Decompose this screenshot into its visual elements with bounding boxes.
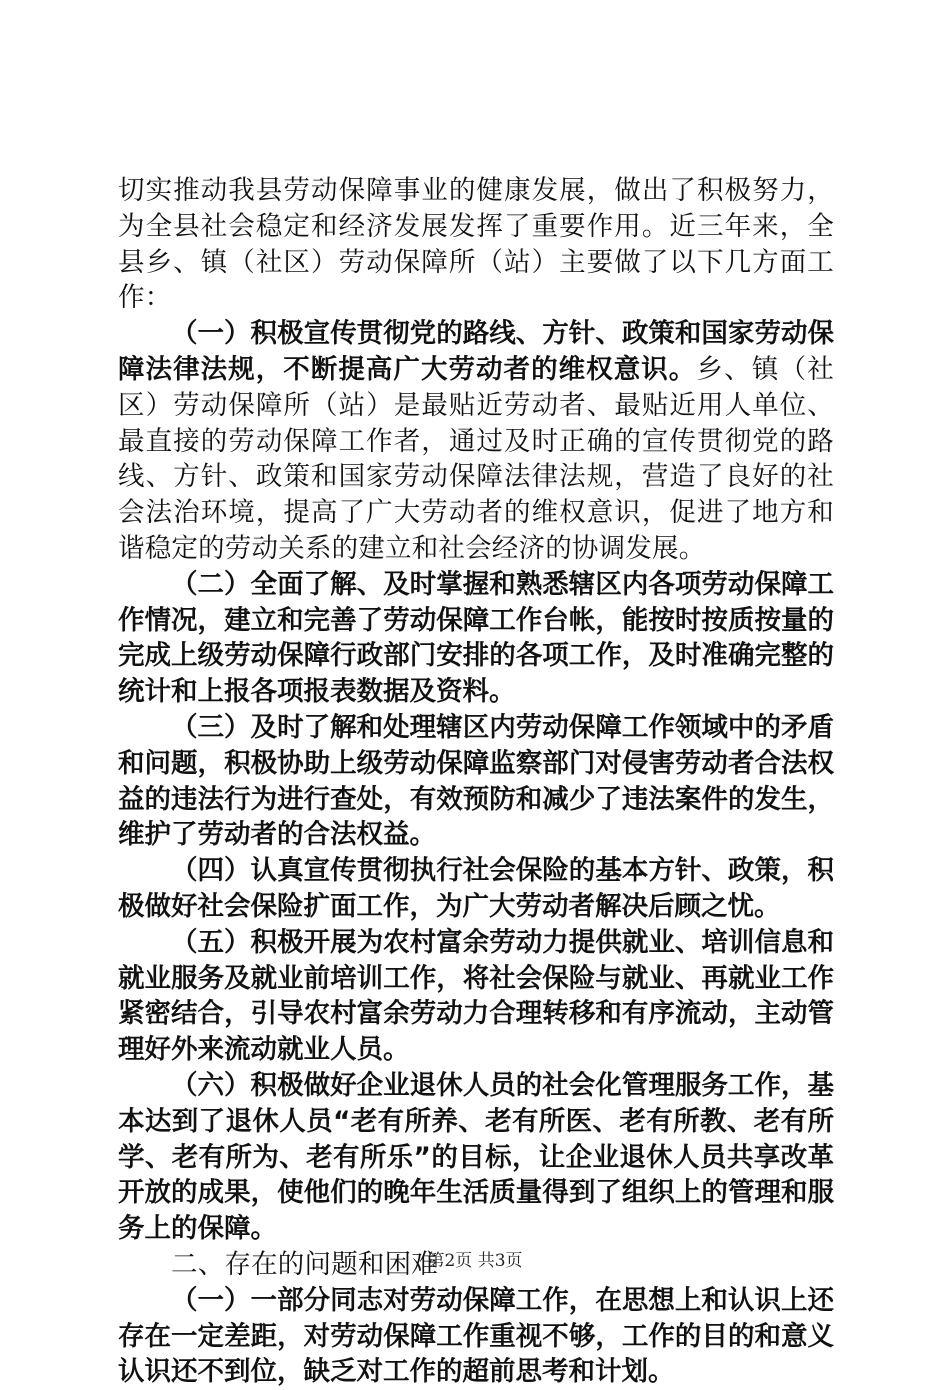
paragraph-item-6 [118,1068,834,1247]
paragraph-item-5 [118,925,834,1068]
paragraph-lead: （一）积极宣传贯彻党的路线、方针、政策和国家劳动保障法律法规，不断提高广大劳动者的维权意识。 [118,318,834,385]
paragraph-item-4 [118,853,834,925]
paragraph-intro [118,173,834,316]
paragraph-lead: （六）积极做好企业退休人员的社会化管理服务工作，基本达到了退休人员“老有所养、老有所医、老有所教、老有所学、老有所为、老有所乐”的目标，让企业退休人员共享改革开放的成果，使他们的晚年生活质量得到了组织上的管理和服务上的保障。 [118,1069,834,1245]
paragraph-lead: （三）及时了解和处理辖区内劳动保障工作领域中的矛盾和问题，积极协助上级劳动保障监察部门对侵害劳动者合法权益的违法行为进行查处，有效预防和减少了违法案件的发生，维护了劳动者的合法权益。 [118,711,834,851]
paragraph-text: 二、存在的问题和困难 [171,1248,438,1280]
document-body [118,173,834,1390]
paragraph-text: 切实推动我县劳动保障事业的健康发展，做出了积极努力，为全县社会稳定和经济发展发挥了重要作用。近三年来，全县乡、镇（社区）劳动保障所（站）主要做了以下几方面工作： [118,175,834,314]
paragraph-lead: （二）全面了解、及时掌握和熟悉辖区内各项劳动保障工作情况，建立和完善了劳动保障工作台帐，能按时按质按量的完成上级劳动保障行政部门安排的各项工作，及时准确完整的统计和上报各项报表数据及资料。 [118,568,834,708]
paragraph-text: 乡、镇（社区）劳动保障所（站）是最贴近劳动者、最贴近用人单位、最直接的劳动保障工作者，通过及时正确的宣传贯彻党的路线、方针、政策和国家劳动保障法律法规，营造了良好的社会法治环境，提高了广大劳动者的维权意识，促进了地方和谐稳定的劳动关系的建立和社会经济的协调发展。 [118,353,835,564]
page-footer: 第2页 共3页 [427,1251,523,1271]
paragraph-lead: （五）积极开展为农村富余劳动力提供就业、培训信息和就业服务及就业前培训工作，将社会保险与就业、再就业工作紧密结合，引导农村富余劳动力合理转移和有序流动，主动管理好外来流动就业人员。 [118,926,834,1066]
paragraph-problem-1 [118,1283,834,1390]
paragraph-lead: （四）认真宣传贯彻执行社会保险的基本方针、政策，积极做好社会保险扩面工作，为广大劳动者解决后顾之忧。 [118,855,834,922]
paragraph-item-1 [118,316,834,567]
paragraph-lead: （一）一部分同志对劳动保障工作，在思想上和认识上还存在一定差距，对劳动保障工作重视不够，工作的目的和意义认识还不到位，缺乏对工作的超前思考和计划。 [118,1284,834,1388]
paragraph-item-3 [118,710,834,853]
paragraph-item-2 [118,567,834,710]
